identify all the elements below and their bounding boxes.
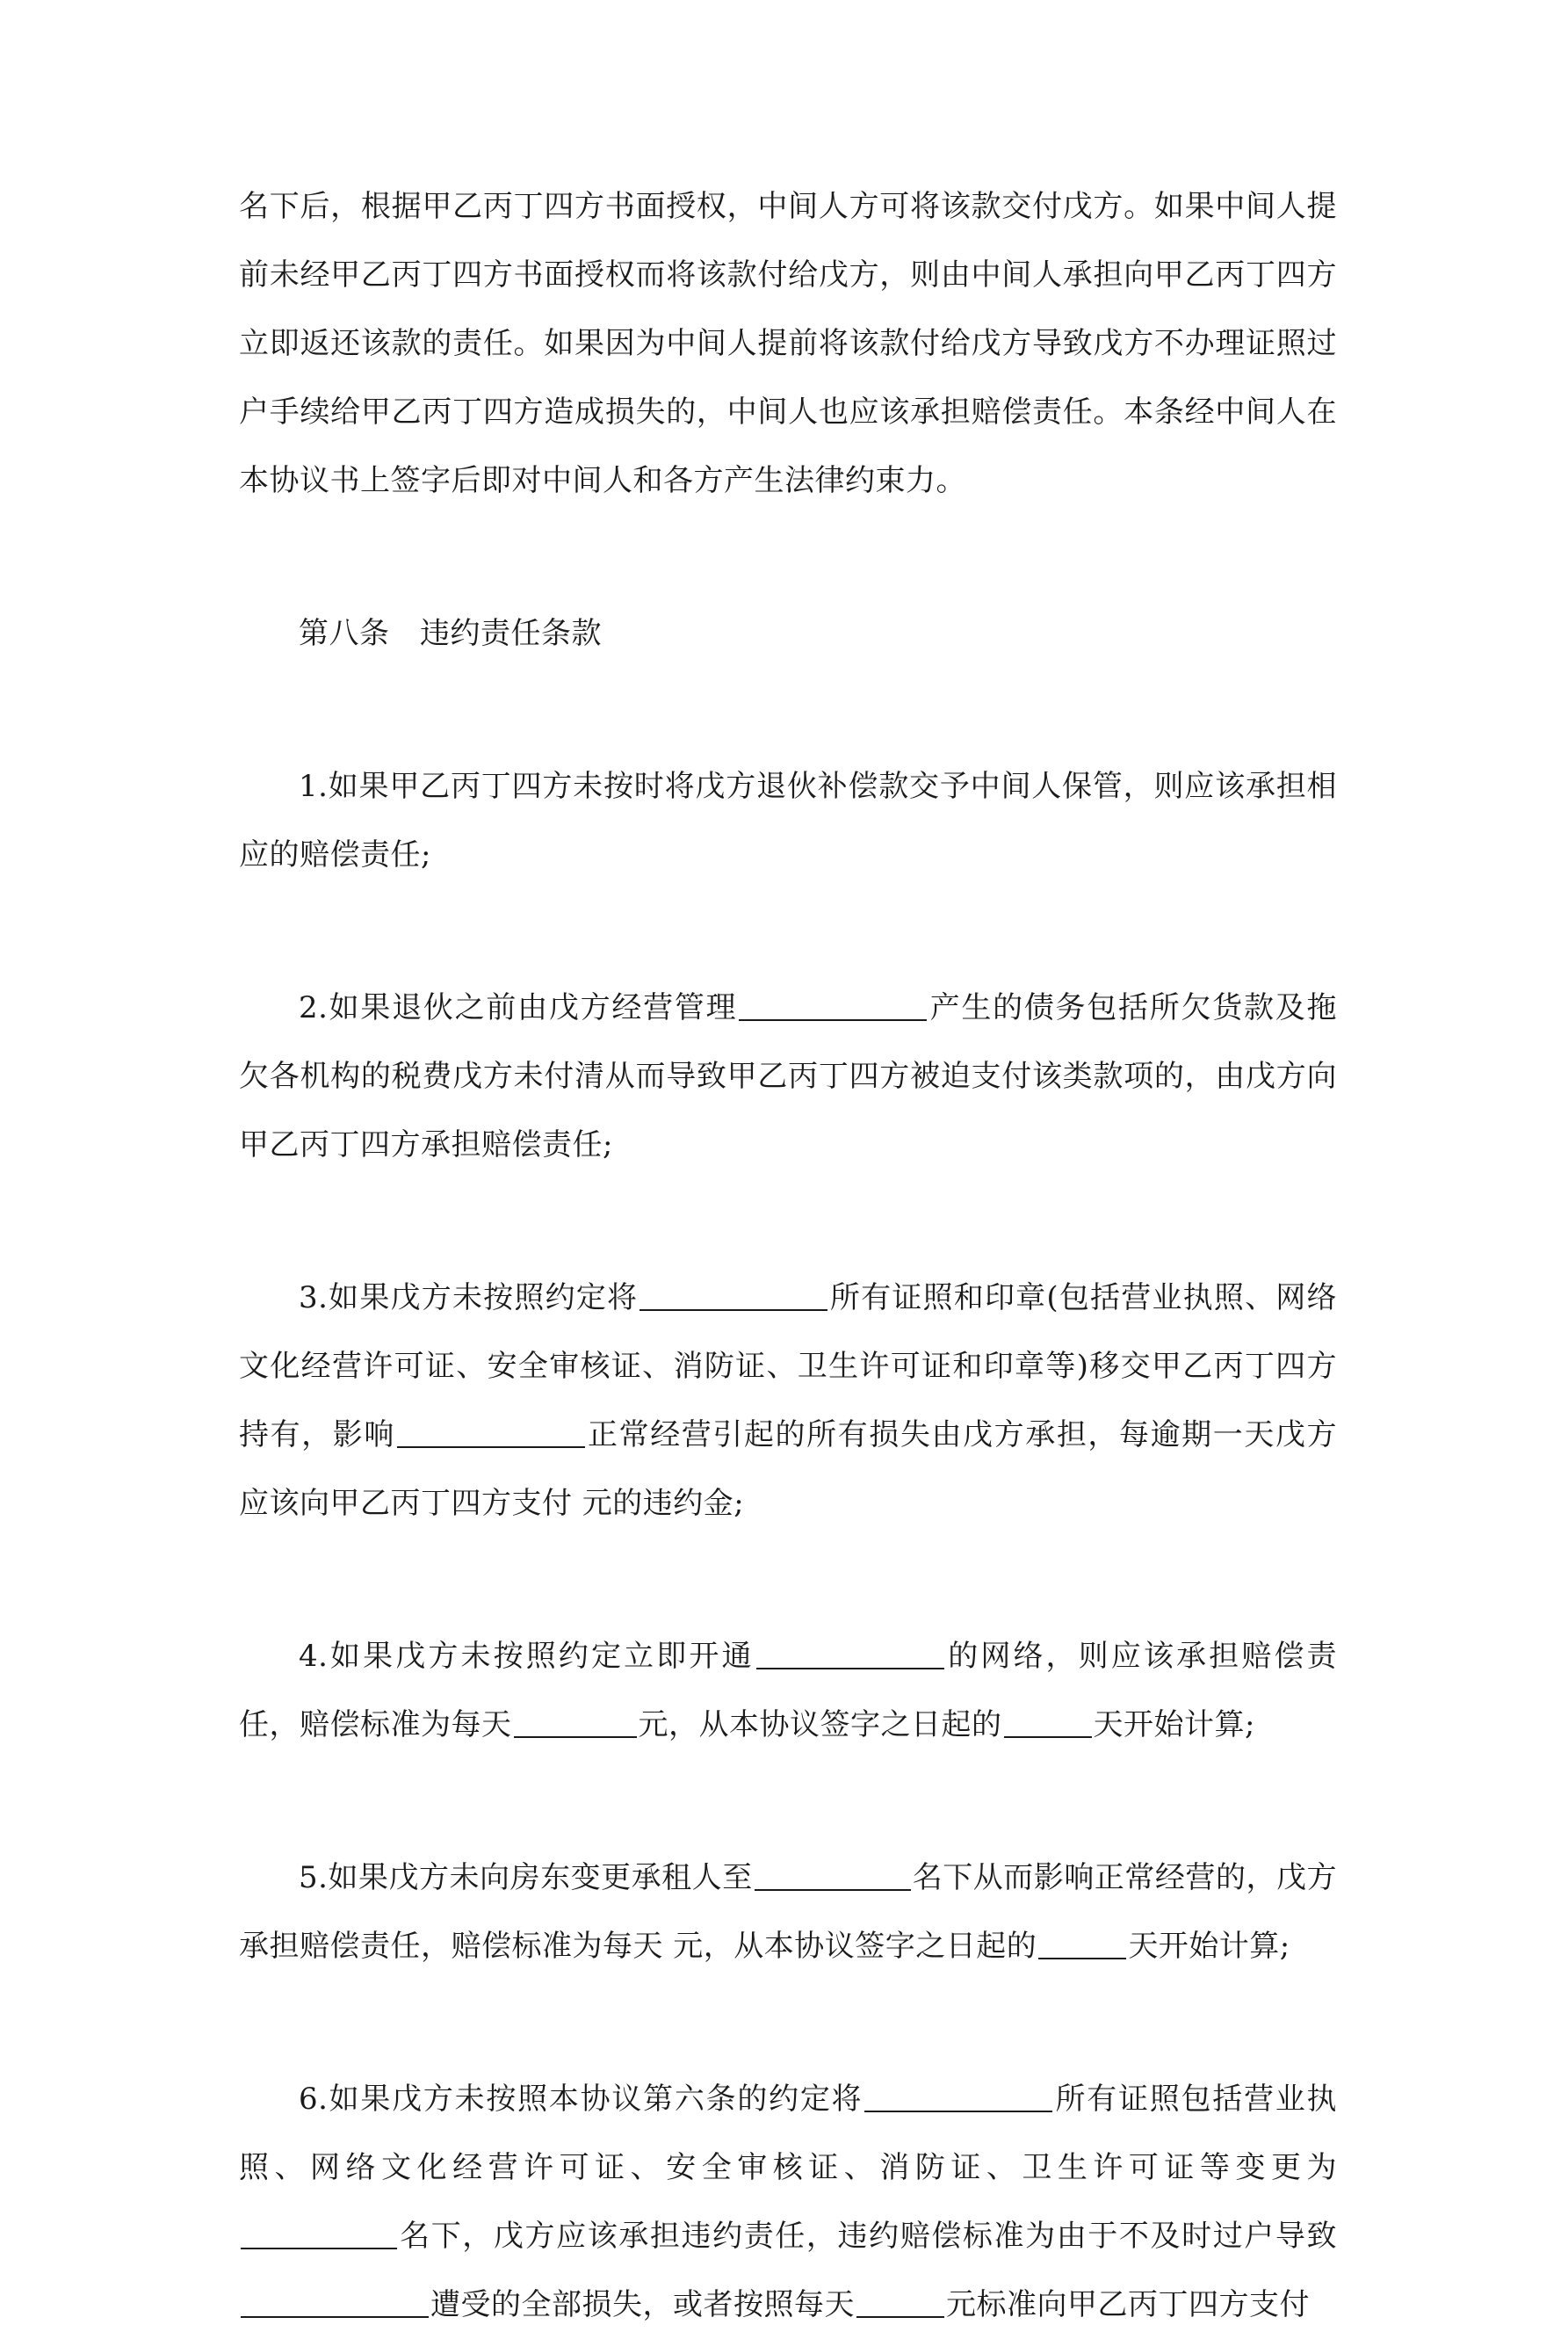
clause-5 [239, 1843, 1337, 1981]
fill-blank [1038, 1931, 1126, 1959]
clause-5-text-b: 名下从而影响正常经营的，戊方承担赔偿责任，赔偿标准为每天 元，从本协议签字之日起的 [239, 1860, 1337, 1964]
clause-2-text-b: 产生的债务包括所欠货款及拖欠各机构的税费戊方未付清从而导致甲乙丙丁四方被迫支付该类款项的，由戊方向甲乙丙丁四方承担赔偿责任; [239, 990, 1337, 1162]
fill-blank [864, 2084, 1052, 2112]
clause-3 [239, 1264, 1337, 1538]
fill-blank [755, 1863, 911, 1891]
clause-6-text-d: 遭受的全部损失，或者按照每天 [430, 2287, 855, 2322]
fill-blank [1004, 1710, 1092, 1738]
clause-4-text-d: 天开始计算; [1093, 1707, 1255, 1742]
fill-blank [241, 2290, 429, 2318]
fill-blank [756, 1641, 944, 1669]
clause-3-text-b: 所有证照和印章(包括营业执照、网络文化经营许可证、安全审核证、消防证、卫生许可证和印章等)移交甲乙丙丁四方持有，影响 [239, 1280, 1337, 1452]
clause-6-text-c: 名下，戊方应该承担违约责任，违约赔偿标准为由于不及时过户导致 [399, 2219, 1337, 2254]
clause-4-text-c: 元，从本协议签字之日起的 [638, 1707, 1002, 1742]
fill-blank [856, 2290, 944, 2318]
clause-3-text-c: 正常经营引起的所有损失由戊方承担，每逾期一天戊方应该向甲乙丙丁四方支付 元的违约金; [239, 1417, 1338, 1521]
fill-blank [241, 2221, 397, 2249]
clause-4-text-b: 的网络，则应该承担赔偿责任，赔偿标准为每天 [239, 1639, 1337, 1742]
clause-2-text-a: 2.如果退伙之前由戊方经营管理 [299, 990, 738, 1025]
clause-3-text-a: 3.如果戊方未按照约定将 [299, 1280, 639, 1315]
document-page [239, 172, 1337, 2339]
clause-4 [239, 1622, 1337, 1759]
clause-6-text-b: 所有证照包括营业执照、网络文化经营许可证、安全审核证、消防证、卫生许可证等变更为 [239, 2082, 1337, 2185]
clause-6-text-e: 元标准向甲乙丙丁四方支付 [946, 2287, 1310, 2322]
fill-blank [397, 1420, 585, 1448]
fill-blank [639, 1283, 827, 1311]
fill-blank [514, 1710, 637, 1738]
fill-blank [739, 993, 927, 1021]
article-eight-heading: 第八条 违约责任条款 [299, 616, 602, 651]
paragraph-intermediary-clause: 名下后，根据甲乙丙丁四方书面授权，中间人方可将该款交付戊方。如果中间人提前未经甲乙丙丁四方书面授权而将该款付给戊方，则由中间人承担向甲乙丙丁四方立即返还该款的责任。如果因为中间人提前将该款付给戊方导致戊方不办理证照过户手续给甲乙丙丁四方造成损失的，中间人也应该承担赔偿责任。本条经中间人在本协议书上签字后即对中间人和各方产生法律约束力。 [239, 189, 1337, 498]
clause-6 [239, 2065, 1337, 2339]
clause-4-text-a: 4.如果戊方未按照约定立即开通 [299, 1639, 755, 1674]
clause-2 [239, 974, 1337, 1179]
clause-5-text-c: 天开始计算; [1128, 1929, 1290, 1964]
clause-6-text-a: 6.如果戊方未按照本协议第六条的约定将 [299, 2082, 863, 2117]
clause-1: 1.如果甲乙丙丁四方未按时将戊方退伙补偿款交予中间人保管，则应该承担相应的赔偿责任; [239, 769, 1337, 873]
clause-5-text-a: 5.如果戊方未向房东变更承租人至 [299, 1860, 753, 1895]
